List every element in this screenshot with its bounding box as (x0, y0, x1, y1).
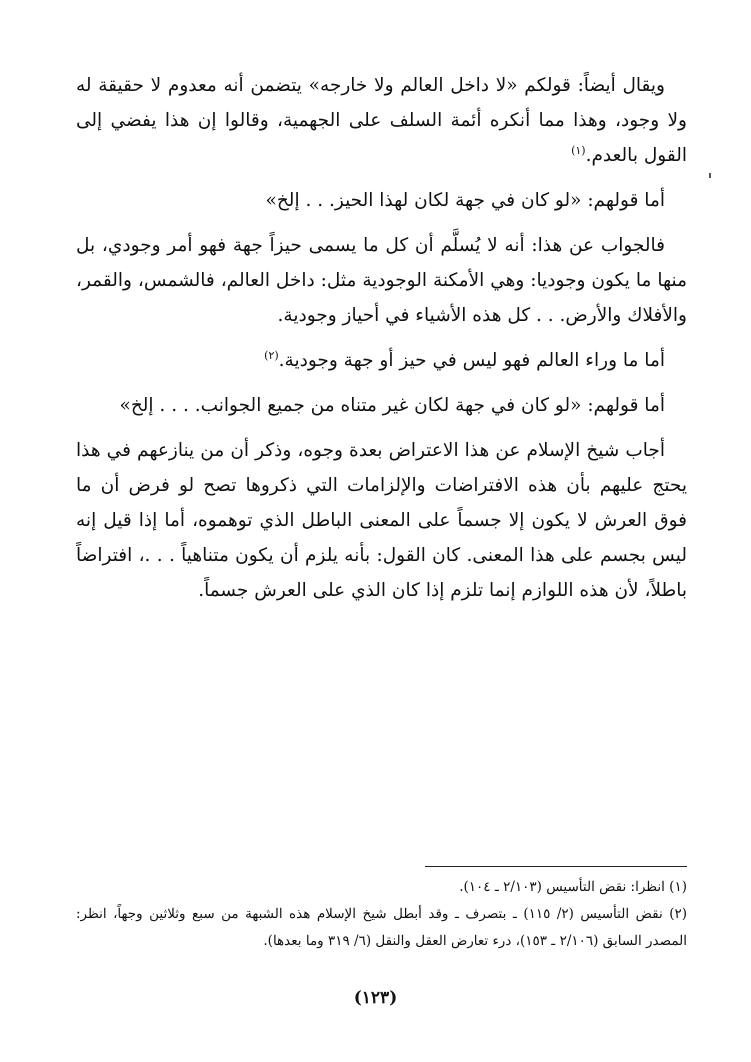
paragraph-5 (76, 388, 687, 423)
paragraph-3 (76, 228, 687, 333)
paragraph-1 (76, 68, 687, 173)
footnote-1: (١) انظرا: نقض التأسيس (٢/١٠٣ ـ ١٠٤). (459, 879, 687, 895)
footnote-2: (٢) نقض التأسيس (٢/ ١١٥) ـ بتصرف ـ وقد أبطل شيخ الإسلام هذه الشبهة من سبع وثلاثين وجهاً، انظر: المصدر السابق (٢/١٠٦ ـ ١٥٣)، درء تعارض العقل والنقل (٦/ ٣١٩ وما بعدها). (76, 906, 688, 949)
paragraph-2 (76, 183, 687, 218)
paragraph-text: أما ما وراء العالم فهو ليس في حيز أو جهة وجودية. (278, 350, 665, 371)
footnote-marker: (٢) (264, 348, 279, 362)
paragraph-4 (76, 343, 687, 378)
main-text (76, 68, 687, 618)
footnote-marker: (١) (571, 143, 586, 157)
scan-speck (709, 173, 711, 178)
page-number: (١٢٣) (353, 988, 398, 1008)
paragraph-text: أجاب شيخ الإسلام عن هذا الاعتراض بعدة وجوه، وذكر أن من ينازعهم في هذا يحتج عليهم بأن هذه الافتراضات والإلزامات التي ذكروها تصح لو فرض أن ما فوق العرش لا يكون إلا جسماً على المعنى الباطل الذي توهموه، أما إذا قيل إنه ليس بجسم على هذا المعنى. كان القول: بأنه يلزم أن يكون متناهياً . . .، افتراضاً باطلاً، لأن هذه اللوازم إنما تلزم إذا كان الذي على العرش جسماً. (76, 440, 687, 601)
paragraph-text: أما قولهم: «لو كان في جهة لكان غير متناه من جميع الجوانب. . . . إلخ» (119, 395, 665, 416)
paragraph-text: أما قولهم: «لو كان في جهة لكان لهذا الحيز. . . إلخ» (265, 190, 665, 211)
footnotes (76, 874, 687, 955)
paragraph-6 (76, 433, 687, 608)
paragraph-text: فالجواب عن هذا: أنه لا يُسلَّم أن كل ما يسمى حيزاً جهة فهو أمر وجودي، بل منها ما يكون وجوديا: وهي الأمكنة الوجودية مثل: داخل العالم، فالشمس، والقمر، والأفلاك والأرض. . . كل هذه الأشياء في أحياز وجودية. (76, 235, 687, 326)
paragraph-text: ويقال أيضاً: قولكم «لا داخل العالم ولا خارجه» يتضمن أنه معدوم لا حقيقة له ولا وجود، وهذا مما أنكره أئمة السلف على الجهمية، وقالوا إن هذا يفضي إلى القول بالعدم. (76, 75, 687, 166)
footnote-divider (425, 866, 687, 867)
